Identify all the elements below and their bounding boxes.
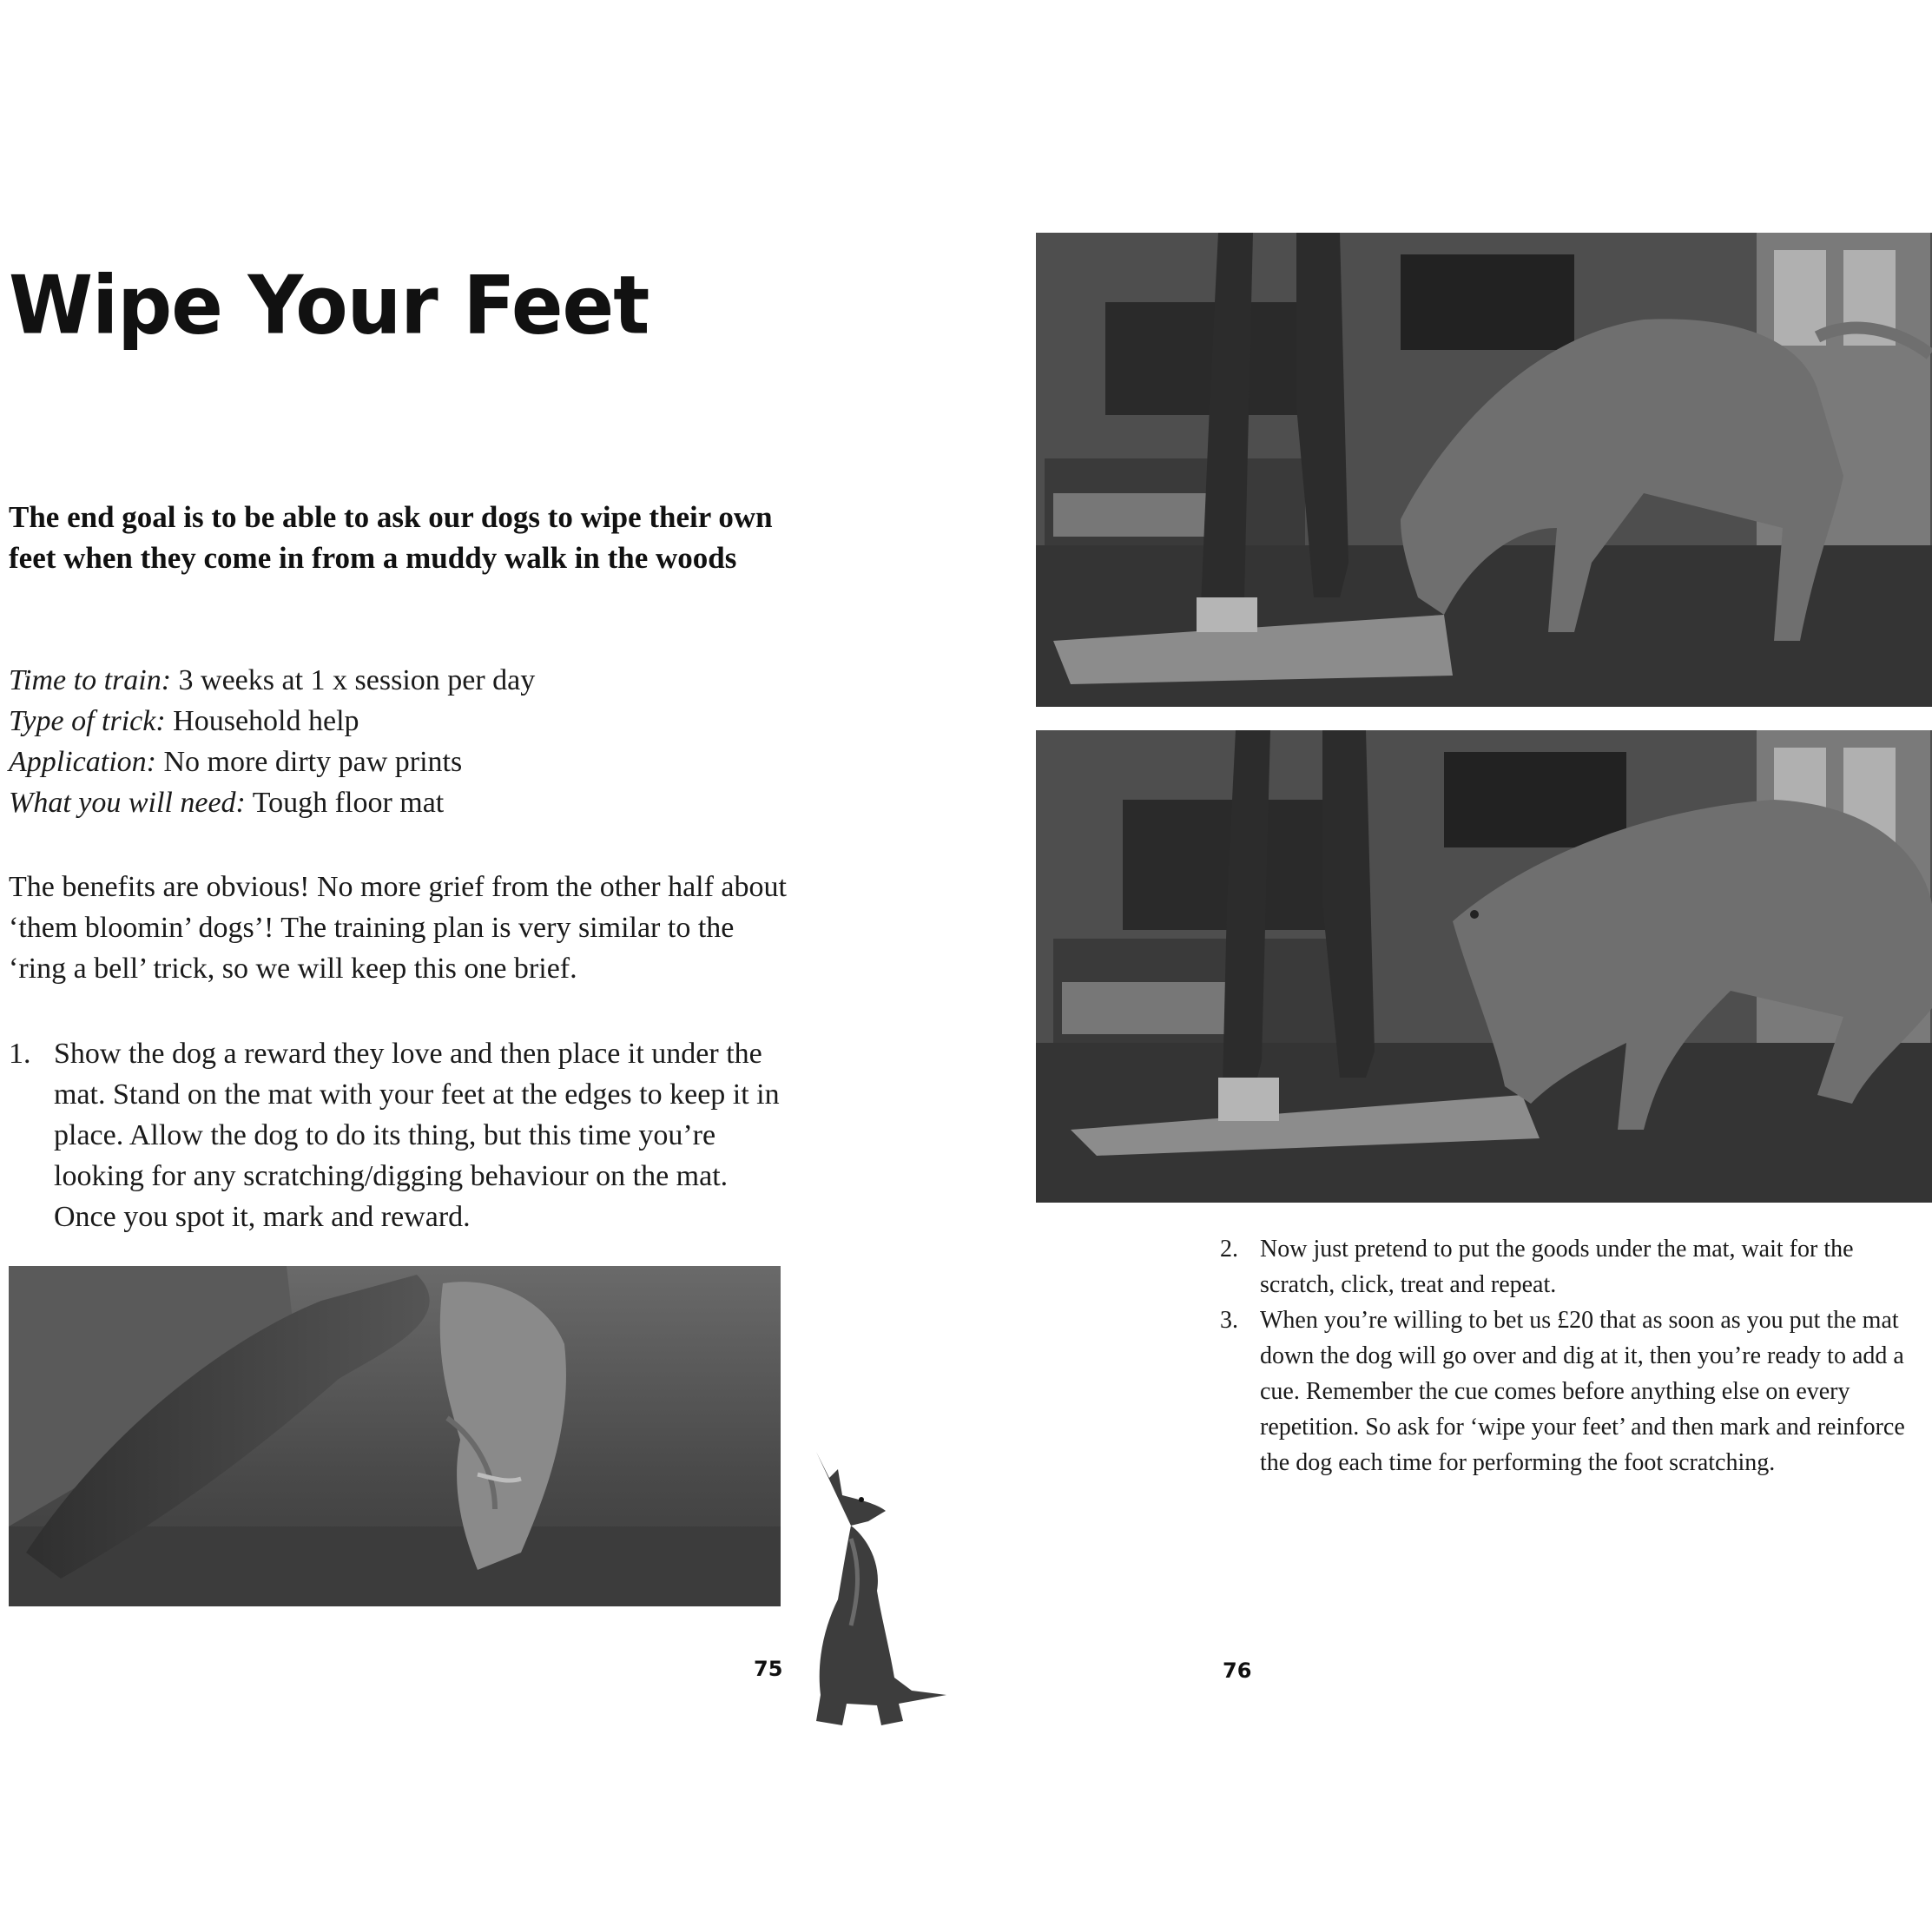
dog-begging-illustration [799,1443,946,1730]
meta-type [9,701,790,742]
intro-text: The end goal is to be able to ask our dogs to wipe their own feet when they come in from a muddy walk in the woods [9,500,773,575]
step-text: When you’re willing to bet us £20 that as soon as you put the mat down the dog will go over and dig at it, then you’re ready to add a cue. Remember the cue comes before anything else on every repetition. So ask for ‘wipe your feet’ and then mark and reinforce the dog each time for performing the foot scratching. [1260,1307,1905,1476]
step-text: Show the dog a reward they love and then place it under the mat. Stand on the mat with your feet at the edges to keep it in place. Allow the dog to do its thing, but this time you’re looking for any scratching/digging behaviour on the mat. Once you spot it, mark and reward. [54,1038,780,1233]
meta-label: Application: [9,746,156,778]
meta-application [9,742,790,782]
steps-list-right [1220,1231,1932,1480]
meta-label: Time to train: [9,664,172,696]
meta-need [9,782,790,823]
meta-value: No more dirty paw prints [155,746,463,778]
trick-meta [9,660,790,823]
meta-label: Type of trick: [9,705,166,737]
step-item [9,1033,781,1237]
meta-value: Household help [165,705,359,737]
step-number: 1. [9,1038,31,1070]
photo-hand-lifting-mat [9,1266,781,1606]
meta-value: 3 weeks at 1 x session per day [171,664,536,696]
step-item [1220,1302,1932,1480]
benefits-paragraph: The benefits are obvious! No more grief from the other half about ‘them bloomin’ dogs’! The training plan is very similar to the ‘ring a bell’ trick, so we will keep this one brief. [9,871,787,985]
meta-label: What you will need: [9,787,246,819]
step-text: Now just pretend to put the goods under the mat, wait for the scratch, click, treat and repeat. [1260,1236,1854,1298]
meta-value: Tough floor mat [245,787,445,819]
meta-time [9,660,790,701]
photo-dog-scratching-mat [1036,730,1932,1203]
page-number: 75 [754,1657,783,1681]
steps-list-left [9,1033,781,1237]
page-number: 76 [1223,1658,1252,1683]
photo-dog-sniffing-mat [1036,233,1932,707]
step-number: 3. [1220,1307,1238,1334]
page-title: Wipe Your Feet [9,258,649,353]
step-item [1220,1231,1932,1302]
step-number: 2. [1220,1236,1238,1263]
